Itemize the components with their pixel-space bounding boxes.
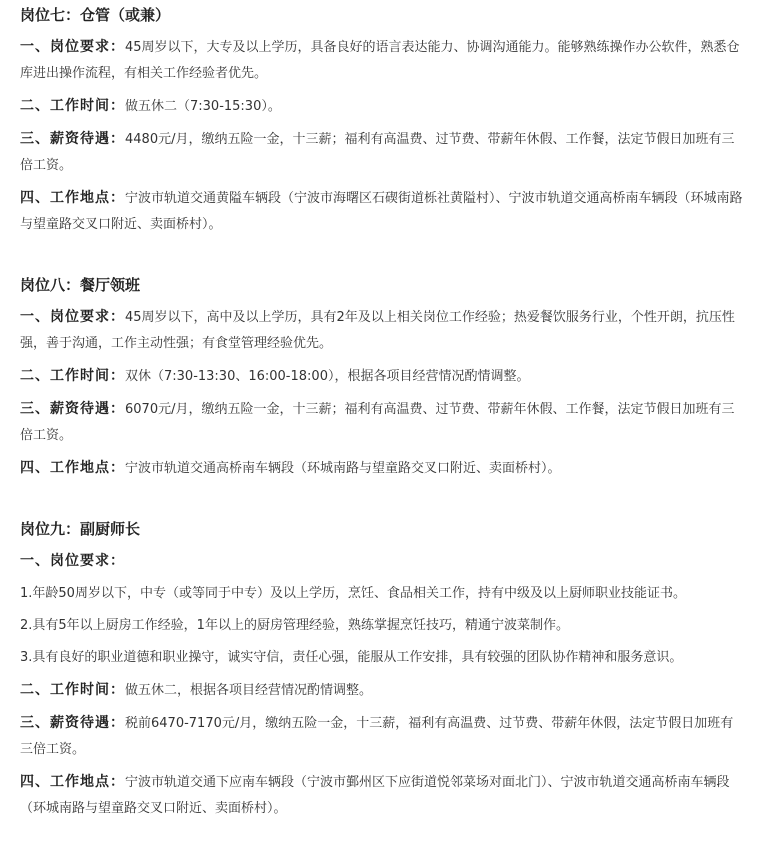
requirement-item: 1.年龄50周岁以下，中专（或等同于中专）及以上学历，烹饪、食品相关工作，持有中级及以上厨师职业技能证书。 (20, 586, 686, 601)
line-text: 做五休二，根据各项目经营情况酌情调整。 (125, 683, 373, 698)
line-text: 做五休二（7:30-15:30）。 (125, 99, 281, 114)
job-requirement-heading (20, 548, 745, 575)
job-block-8 (20, 274, 745, 482)
line-label: 一、岗位要求： (20, 553, 125, 569)
line-text: 4480元/月，缴纳五险一金，十三薪；福利有高温费、过节费、带薪年休假、工作餐，法定节假日加班有三倍工资。 (20, 132, 735, 173)
line-label: 四、工作地点： (20, 190, 125, 206)
job-block-9 (20, 518, 745, 822)
line-label: 三、薪资待遇： (20, 715, 125, 731)
job-hours (20, 93, 745, 120)
line-label: 二、工作时间： (20, 368, 125, 384)
line-label: 三、薪资待遇： (20, 131, 125, 147)
line-text: 宁波市轨道交通下应南车辆段（宁波市鄞州区下应街道悦邻菜场对面北门）、宁波市轨道交通高桥南车辆段（环城南路与望童路交叉口附近、卖面桥村）。 (20, 775, 730, 816)
job-location (20, 769, 745, 822)
requirement-item: 3.具有良好的职业道德和职业操守，诚实守信，责任心强，能服从工作安排，具有较强的团队协作精神和服务意识。 (20, 650, 683, 665)
job-requirement (20, 304, 745, 357)
job-title: 岗位八：餐厅领班 (20, 276, 141, 294)
job-hours (20, 677, 745, 704)
line-text: 宁波市轨道交通黄隘车辆段（宁波市海曙区石碶街道栎社黄隘村）、宁波市轨道交通高桥南车辆段（环城南路与望童路交叉口附近、卖面桥村）。 (20, 191, 743, 232)
line-text: 宁波市轨道交通高桥南车辆段（环城南路与望童路交叉口附近、卖面桥村）。 (125, 461, 561, 476)
line-text: 6070元/月，缴纳五险一金，十三薪；福利有高温费、过节费、带薪年休假、工作餐，法定节假日加班有三倍工资。 (20, 402, 735, 443)
job-salary (20, 710, 745, 763)
section-gap (20, 244, 745, 274)
job-block-7 (20, 4, 745, 238)
line-text: 45周岁以下，大专及以上学历，具备良好的语言表达能力、协调沟通能力。能够熟练操作办公软件，熟悉仓库进出操作流程，有相关工作经验者优先。 (20, 40, 740, 81)
job-salary (20, 126, 745, 179)
line-label: 二、工作时间： (20, 98, 125, 114)
line-label: 四、工作地点： (20, 460, 125, 476)
job-location (20, 185, 745, 238)
line-label: 一、岗位要求： (20, 39, 125, 55)
line-text: 双休（7:30-13:30、16:00-18:00），根据各项目经营情况酌情调整。 (125, 369, 530, 384)
job-salary (20, 396, 745, 449)
line-label: 三、薪资待遇： (20, 401, 125, 417)
line-label: 二、工作时间： (20, 682, 125, 698)
line-label: 一、岗位要求： (20, 309, 125, 325)
job-title: 岗位七：仓管（或兼） (20, 6, 171, 24)
line-text: 税前6470-7170元/月，缴纳五险一金，十三薪，福利有高温费、过节费、带薪年休假，法定节假日加班有三倍工资。 (20, 716, 734, 757)
job-title: 岗位九：副厨师长 (20, 520, 141, 538)
line-label: 四、工作地点： (20, 774, 125, 790)
requirement-item: 2.具有5年以上厨房工作经验，1年以上的厨房管理经验，熟练掌握烹饪技巧，精通宁波菜制作。 (20, 618, 569, 633)
job-requirement (20, 34, 745, 87)
section-gap (20, 488, 745, 518)
line-text: 45周岁以下，高中及以上学历，具有2年及以上相关岗位工作经验；热爱餐饮服务行业，个性开朗，抗压性强，善于沟通，工作主动性强；有食堂管理经验优先。 (20, 310, 735, 351)
job-location (20, 455, 745, 482)
job-hours (20, 363, 745, 390)
